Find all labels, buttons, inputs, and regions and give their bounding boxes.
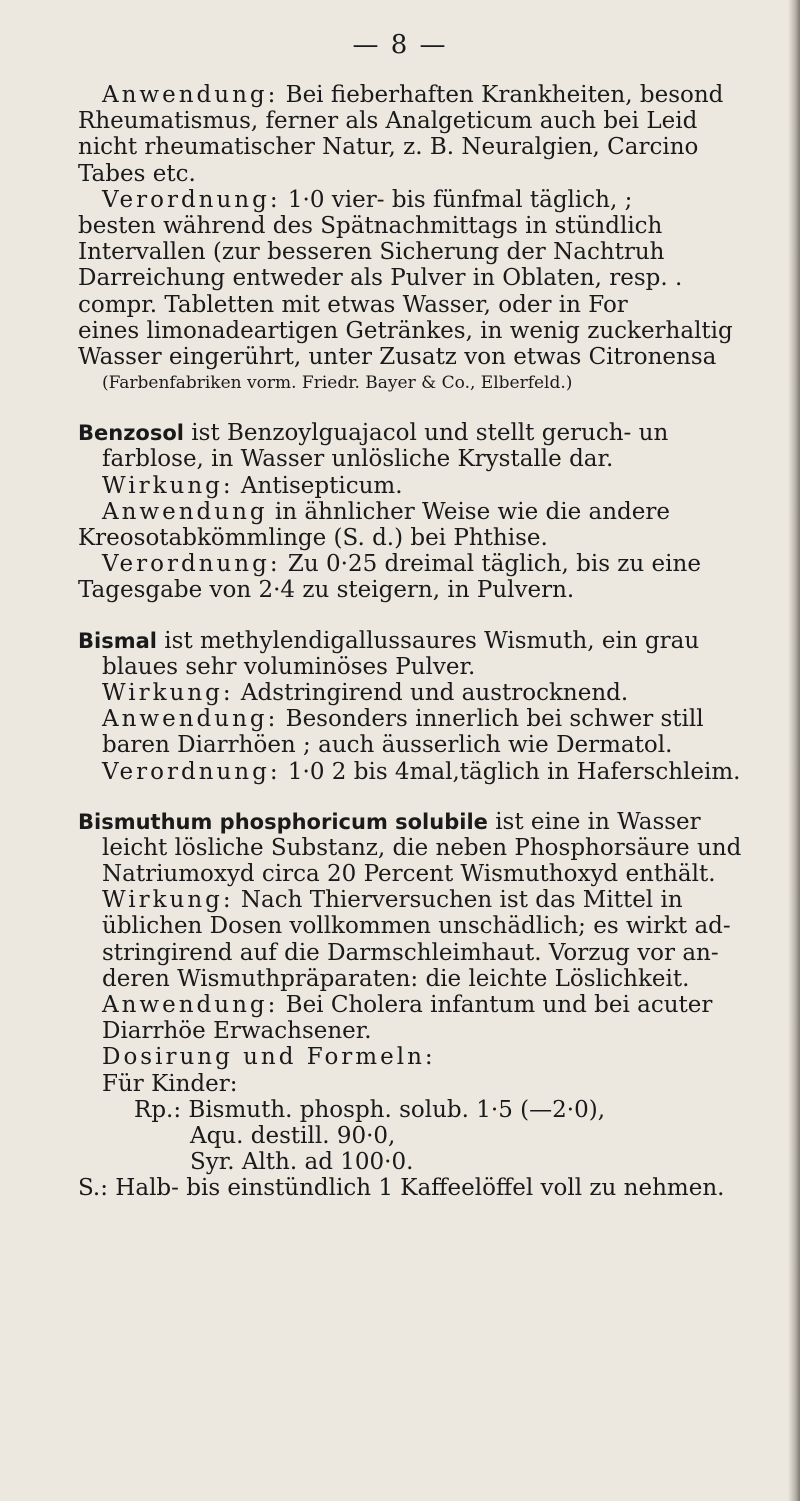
text-line: Tagesgabe von 2·4 zu steigern, in Pulvern. — [78, 577, 575, 604]
text-line: besten während des Spätnachmittags in stündlich — [78, 212, 663, 239]
page-text — [78, 82, 798, 1202]
entry-title: Bismuthum phosphoricum solubile — [78, 809, 488, 834]
text-line: deren Wismuthpräparaten: die leichte Löslichkeit. — [102, 965, 690, 992]
text-line: Verordnung: Zu 0·25 dreimal täglich, bis zu eine — [102, 551, 701, 578]
text-line: nicht rheumatischer Natur, z. B. Neuralgien, Carcino — [78, 134, 699, 161]
text-line: Verordnung: 1·0 vier- bis fünfmal täglich, ; — [102, 186, 633, 213]
text-line: stringirend auf die Darmschleimhaut. Vorzug vor an- — [102, 939, 719, 966]
text-line: Wirkung: Nach Thierversuchen ist das Mittel in — [102, 887, 683, 914]
text-line: Diarrhöe Erwachsener. — [102, 1018, 372, 1045]
text-line: farblose, in Wasser unlösliche Krystalle dar. — [102, 446, 614, 473]
text-line: Anwendung: Bei fieberhaften Krankheiten, besond — [102, 82, 724, 108]
text-line: Wasser eingerührt, unter Zusatz von etwas Citronensa — [78, 343, 717, 370]
recipe-line: Rp.: Bismuth. phosph. solub. 1·5 (—2·0), — [134, 1096, 606, 1123]
text-line: Dosirung und Formeln: — [102, 1044, 436, 1071]
text-line: Darreichung entweder als Pulver in Oblaten, resp. . — [78, 265, 683, 292]
recipe-line: Aqu. destill. 90·0, — [190, 1122, 396, 1149]
text-line: üblichen Dosen vollkommen unschädlich; es wirkt ad- — [102, 913, 731, 940]
text-line: Wirkung: Antisepticum. — [102, 472, 403, 499]
recipe-line: S.: Halb- bis einstündlich 1 Kaffeelöffel voll zu nehmen. — [78, 1175, 725, 1202]
entry-bismuthum: Bismuthum phosphoricum solubile ist eine in Wasser — [78, 808, 701, 835]
text-line: blaues sehr voluminöses Pulver. — [102, 653, 476, 680]
entry-benzosol: Benzosol ist Benzoylguajacol und stellt geruch- un — [78, 420, 669, 447]
text-line: Tabes etc. — [78, 160, 196, 187]
entry-title: Bismal — [78, 628, 157, 653]
source-note: (Farbenfabriken vorm. Friedr. Bayer & Co., Elberfeld.) — [102, 373, 573, 394]
text-line: compr. Tabletten mit etwas Wasser, oder in For — [78, 291, 628, 318]
text-line: Verordnung: 1·0 2 bis 4mal,täglich in Haferschleim. — [102, 758, 741, 785]
text-line: Natriumoxyd circa 20 Percent Wismuthoxyd enthält. — [102, 861, 716, 888]
entry-title: Benzosol — [78, 421, 184, 446]
text-line: Anwendung: Besonders innerlich bei schwer still — [102, 706, 704, 733]
text-line: leicht lösliche Substanz, die neben Phosphorsäure und — [102, 834, 742, 861]
text-line: Intervallen (zur besseren Sicherung der Nachtruh — [78, 239, 665, 266]
text-line: Anwendung in ähnlicher Weise wie die andere — [102, 498, 670, 525]
text-line: Für Kinder: — [102, 1070, 238, 1097]
recipe-line: Syr. Alth. ad 100·0. — [190, 1149, 414, 1176]
text-line: Rheumatismus, ferner als Analgeticum auch bei Leid — [78, 108, 698, 135]
text-line: Wirkung: Adstringirend und austrocknend. — [102, 679, 629, 706]
entry-bismal: Bismal ist methylendigallussaures Wismuth, ein grau — [78, 627, 700, 654]
text-line: baren Diarrhöen ; auch äusserlich wie Dermatol. — [102, 732, 673, 759]
text-line: Anwendung: Bei Cholera infantum und bei acuter — [102, 992, 713, 1018]
text-line: eines limonadeartigen Getränkes, in wenig zuckerhaltig — [78, 317, 733, 344]
page-number: — 8 — — [352, 30, 448, 60]
text-line: Kreosotabkömmlinge (S. d.) bei Phthise. — [78, 525, 548, 551]
